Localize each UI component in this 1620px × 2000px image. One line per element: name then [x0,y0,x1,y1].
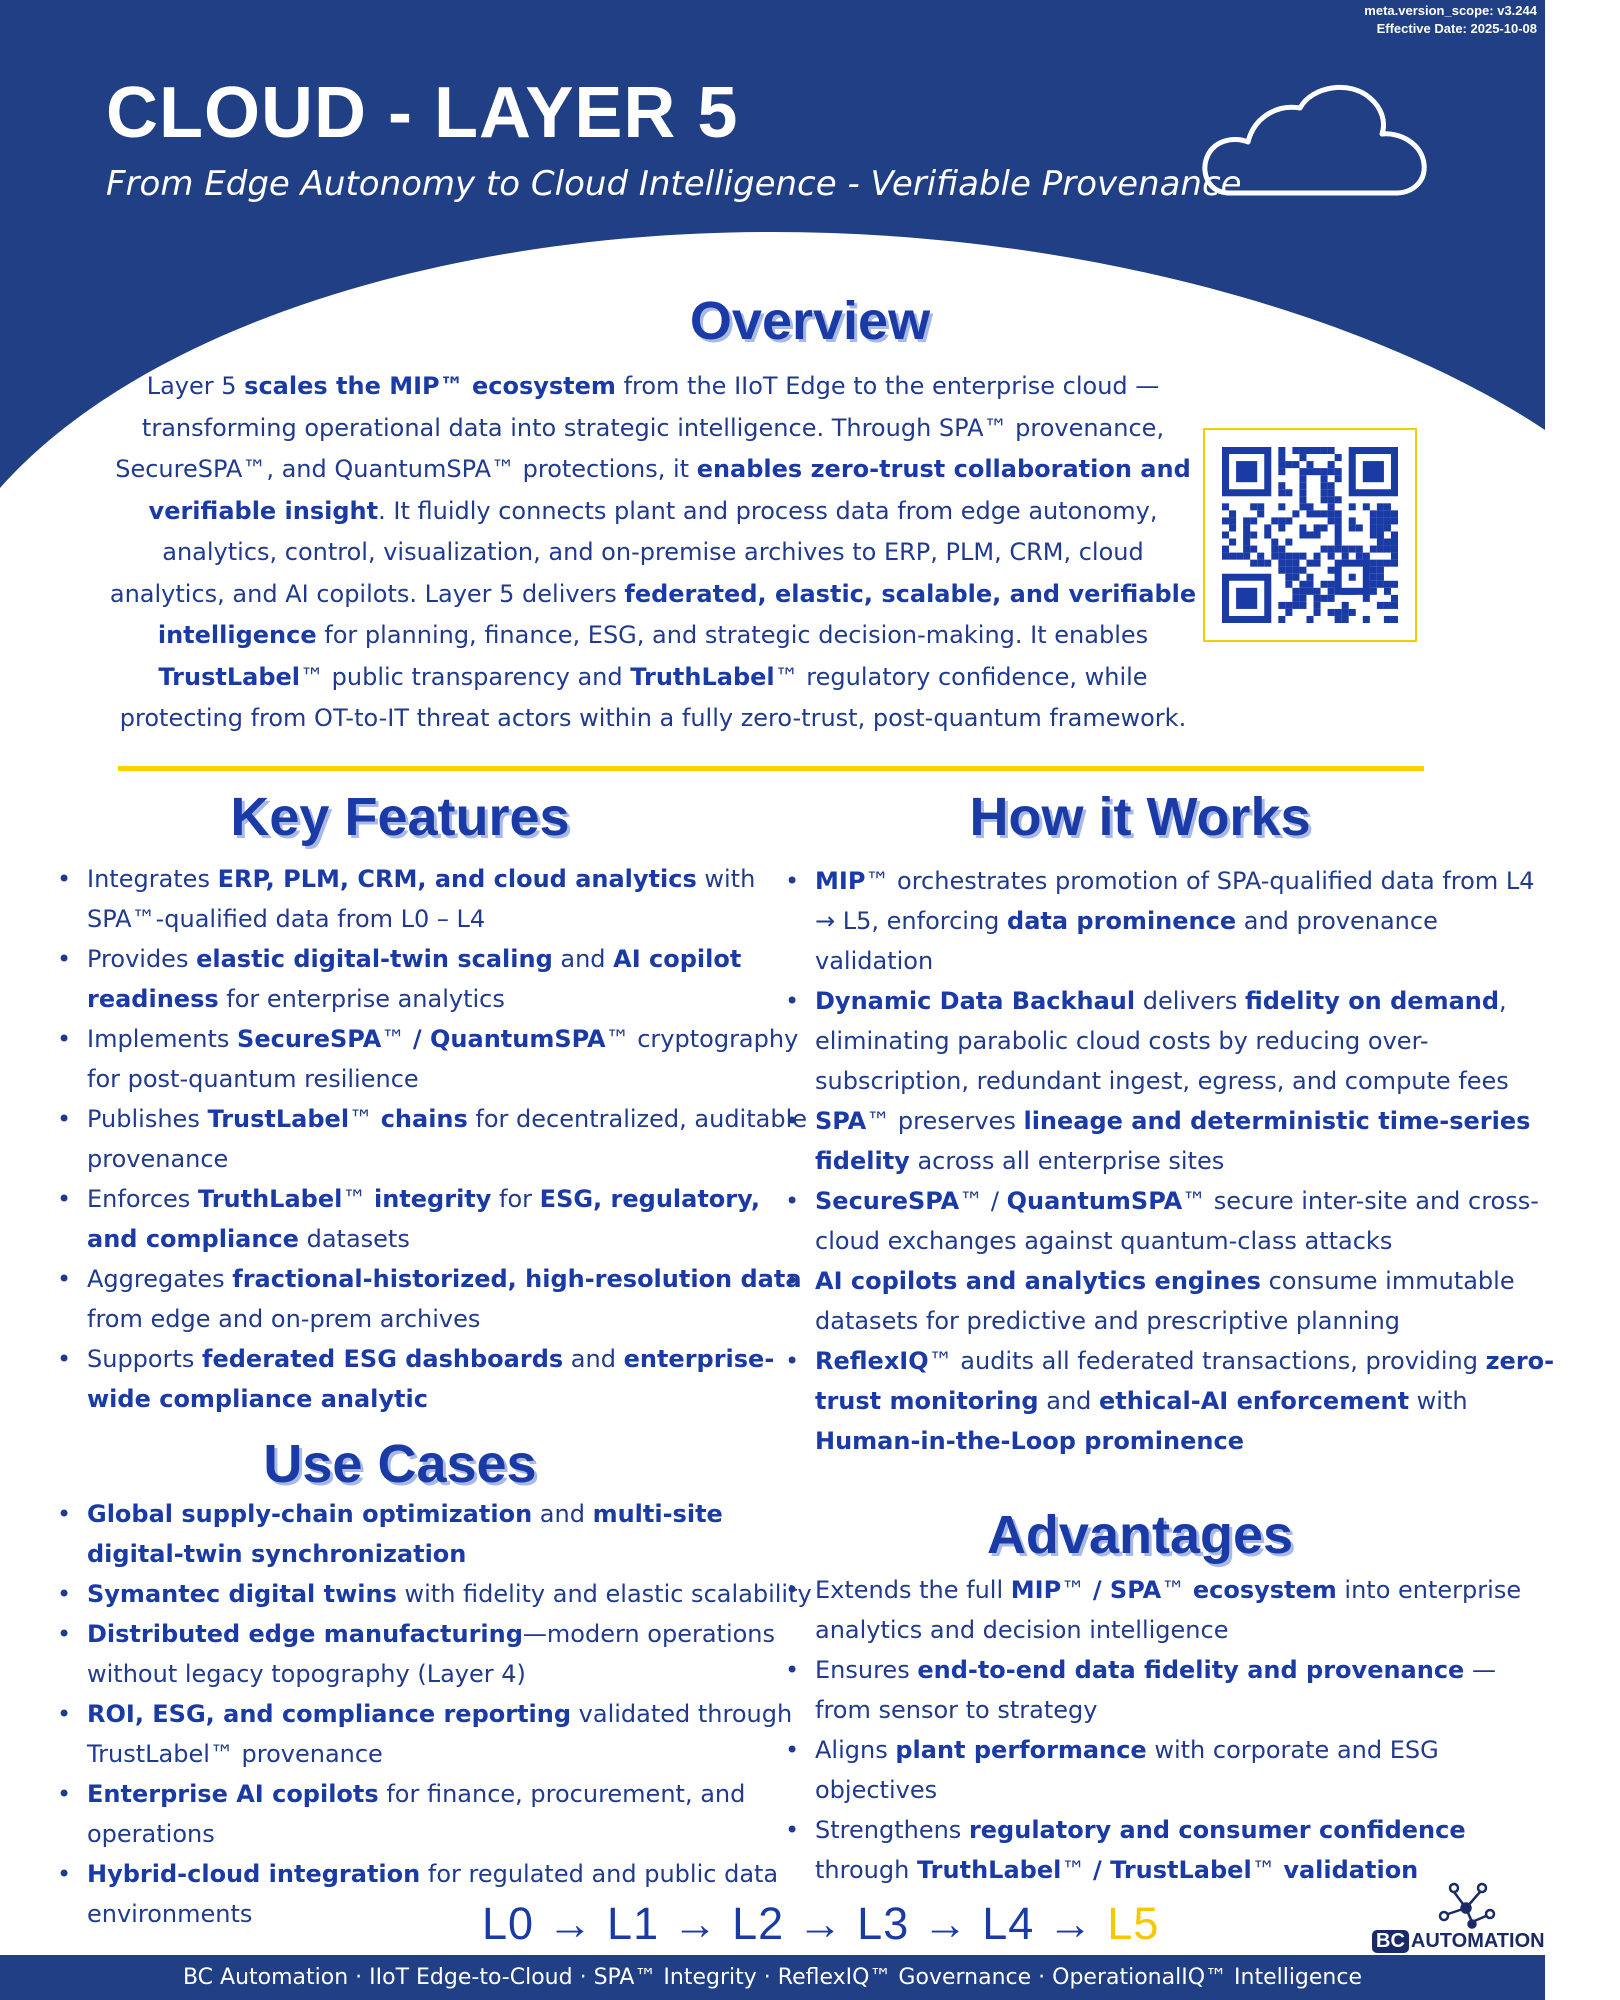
emphasis-text: Symantec digital twins [87,1580,397,1608]
body-text: ™ [342,1185,374,1213]
body-text: Strengthens [815,1816,969,1844]
body-text: ™ [1061,1576,1093,1604]
body-text: ™ / [959,1187,1007,1215]
emphasis-text: AI copilot readiness [87,945,742,1013]
logo-bc: BC [1372,1930,1409,1953]
emphasis-text: TruthLabel [630,662,775,691]
body-text: Aligns [815,1736,896,1764]
emphasis-text: elastic digital-twin scaling [196,945,553,973]
page-subtitle: From Edge Autonomy to Cloud Intelligence - Verifiable Provenance [106,164,1242,204]
list-item [815,1730,1555,1810]
emphasis-text: ReflexIQ [815,1347,929,1375]
company-logo [1372,1930,1545,1953]
list-item [87,1019,817,1099]
list-item [87,1574,817,1614]
list-item [87,1614,817,1694]
body-text: Layer 5 [146,372,245,400]
how-it-works-heading: How it Works [969,787,1311,847]
emphasis-text: TrustLabel [158,662,301,691]
body-text: across all enterprise sites [909,1147,1225,1175]
body-text: with fidelity and elastic scalability [396,1580,812,1608]
body-text: Extends the full [815,1576,1011,1604]
emphasis-text: chains [380,1105,468,1133]
emphasis-text: lineage and deterministic time-series fidelity [815,1107,1531,1175]
layer-flow-path: L0 → L1 → L2 → L3 → L4 → [482,1898,1108,1949]
logo-word: AUTOMATION [1410,1930,1545,1952]
emphasis-text: integrity [373,1185,492,1213]
body-text: Implements [87,1025,238,1053]
list-item [815,1650,1555,1730]
body-text: ™ regulatory confidence, while protecting from OT-to-IT threat actors within a fully zero-trust, post-quantum framework. [119,662,1187,732]
list-item [87,939,817,1019]
emphasis-text: Enterprise AI copilots [87,1780,379,1808]
body-text: Ensures [815,1656,918,1684]
emphasis-text: SecureSPA [815,1187,960,1215]
body-text: for regulated and public data environments [87,1860,779,1928]
body-text: through [815,1856,917,1884]
body-text: for planning, finance, ESG, and strategic decision-making. It enables [316,621,1149,649]
emphasis-text: / SPA [1092,1576,1162,1604]
body-text: Aggregates [87,1265,233,1293]
section-divider [118,766,1424,771]
emphasis-text: fidelity on demand [1245,987,1500,1015]
body-text: from edge and on-prem archives [87,1305,481,1333]
emphasis-text: federated ESG dashboards [202,1345,564,1373]
emphasis-text: zero-trust monitoring [815,1347,1555,1415]
list-item [815,1101,1555,1181]
body-text: Provides [87,945,197,973]
body-text: for enterprise analytics [218,985,505,1013]
emphasis-text: MIP [1010,1576,1062,1604]
emphasis-text: Human-in-the-Loop prominence [815,1427,1244,1455]
list-item [87,1339,817,1419]
emphasis-text: QuantumSPA [1006,1187,1183,1215]
emphasis-text: ERP, PLM, CRM, and cloud analytics [217,865,697,893]
body-text: for finance, procurement, and operations [87,1780,746,1848]
body-text: into enterprise analytics and decision intelligence [815,1576,1522,1644]
body-text: ™ public transparency and [300,662,631,691]
body-text: Supports [87,1345,203,1373]
body-text: from the IIoT Edge to the enterprise cloud — transforming operational data into strategic intelligence. Through SPA™ provenance, SecureSPA™, and QuantumSPA™ protections, it [115,372,1165,483]
body-text: ™ secure inter-site and cross-cloud exchanges against quantum-class attacks [815,1187,1539,1255]
emphasis-text: Global supply-chain optimization [87,1500,533,1528]
emphasis-text: scales the MIP™ ecosystem [244,372,616,400]
body-text: and provenance validation [815,907,1438,975]
emphasis-text: ethical-AI enforcement [1099,1387,1410,1415]
key-features-heading: Key Features [230,787,570,847]
body-text: ™ cryptography for post-quantum resilience [87,1025,799,1093]
effective-date: Effective Date: 2025-10-08 [1376,21,1537,36]
list-item [815,1261,1555,1341]
body-text: delivers [1135,987,1246,1015]
body-text: , eliminating parabolic cloud costs by reducing over-subscription, redundant ingest, egress, and compute fees [815,987,1509,1095]
advantages-list [775,1570,1555,1890]
emphasis-text: Distributed edge manufacturing [87,1620,523,1648]
emphasis-text: multi-site digital-twin synchronization [87,1500,723,1568]
document-meta [1364,2,1537,38]
emphasis-text: SecureSPA [237,1025,382,1053]
body-text: ™ orchestrates promotion of SPA-qualified data from L4 → L5, enforcing [815,867,1535,935]
footer-bar: BC Automation · IIoT Edge-to-Cloud · SPA™ Integrity · ReflexIQ™ Governance · OperationalIQ™ Intelligence [0,1955,1545,2000]
body-text: ™ [381,1025,413,1053]
emphasis-text: federated, elastic, scalable, and verifiable intelligence [157,579,1197,649]
emphasis-text: end-to-end data fidelity and provenance [917,1656,1465,1684]
emphasis-text: regulatory and consumer confidence [968,1816,1466,1844]
emphasis-text: ESG, regulatory, and compliance [87,1185,761,1253]
list-item [87,1694,817,1774]
body-text: for decentralized, auditable provenance [87,1105,808,1173]
body-text: and [1038,1387,1100,1415]
body-text: with corporate and ESG objectives [815,1736,1439,1804]
use-cases-heading: Use Cases [263,1434,537,1494]
list-item [815,1570,1555,1650]
emphasis-text: TruthLabel [197,1185,343,1213]
emphasis-text: plant performance [895,1736,1147,1764]
list-item [815,1181,1555,1261]
overview-heading: Overview [689,291,931,351]
list-item [87,1099,817,1179]
body-text: —modern operations without legacy topography (Layer 4) [87,1620,776,1688]
emphasis-text: data prominence [1007,907,1237,935]
body-text: with [1409,1387,1468,1415]
overview-text [108,366,1198,740]
list-item [87,1774,817,1854]
body-text: Publishes [87,1105,208,1133]
emphasis-text: validation [1283,1856,1419,1884]
body-text: ™ audits all federated transactions, providing [928,1347,1486,1375]
layer-flow-current: L5 [1107,1898,1160,1949]
list-item [815,1341,1555,1461]
body-text: — from sensor to strategy [815,1656,1496,1724]
body-text: . It fluidly connects plant and process data from edge autonomy, analytics, control, visualization, and on-premise archives to ERP, PLM, CRM, cloud analytics, and AI copilots. Layer 5 delivers [109,496,1158,608]
list-item [815,981,1555,1101]
body-text: and [552,945,614,973]
how-it-works-list [775,861,1555,1461]
body-text: ™ preserves [866,1107,1024,1135]
version-scope: meta.version_scope: v3.244 [1364,3,1537,18]
cloud-icon [1200,78,1430,203]
emphasis-text: fractional-historized, high-resolution data [232,1265,802,1293]
body-text: ™ [1251,1856,1284,1884]
qr-code[interactable] [1203,428,1417,642]
body-text: and [563,1345,624,1373]
body-text: for [491,1185,540,1213]
emphasis-text: enables zero-trust collaboration and verifiable insight [148,455,1191,525]
emphasis-text: / QuantumSPA [412,1025,606,1053]
key-features-list [47,859,817,1419]
list-item [87,1259,817,1339]
list-item [87,1179,817,1259]
advantages-heading: Advantages [986,1505,1294,1565]
emphasis-text: Hybrid-cloud integration [87,1860,421,1888]
layer-flow [482,1898,1159,1950]
body-text: ™ [1161,1576,1193,1604]
emphasis-text: / TrustLabel [1092,1856,1252,1884]
emphasis-text: TruthLabel [916,1856,1062,1884]
body-text: Enforces [87,1185,198,1213]
emphasis-text: ecosystem [1192,1576,1337,1604]
emphasis-text: ROI, ESG, and compliance reporting [87,1700,572,1728]
body-text: consume immutable datasets for predictive and prescriptive planning [815,1267,1515,1335]
emphasis-text: MIP [815,867,866,895]
list-item [815,861,1555,981]
body-text: ™ [349,1105,381,1133]
body-text: and [532,1500,593,1528]
emphasis-text: SPA [815,1107,867,1135]
body-text: datasets [298,1225,410,1253]
emphasis-text: Dynamic Data Backhaul [815,987,1136,1015]
body-text: ™ [1061,1856,1093,1884]
emphasis-text: AI copilots and analytics engines [815,1267,1261,1295]
body-text: validated through TrustLabel™ provenance [87,1700,793,1768]
qr-code-icon [1222,447,1398,623]
list-item [87,859,817,939]
list-item [87,1494,817,1574]
use-cases-list [47,1494,817,1934]
emphasis-text: TrustLabel [207,1105,350,1133]
body-text: Integrates [87,865,218,893]
emphasis-text: enterprise-wide compliance analytic [87,1345,775,1413]
body-text: with SPA™-qualified data from L0 – L4 [87,865,756,933]
page-title: CLOUD - LAYER 5 [106,73,739,153]
